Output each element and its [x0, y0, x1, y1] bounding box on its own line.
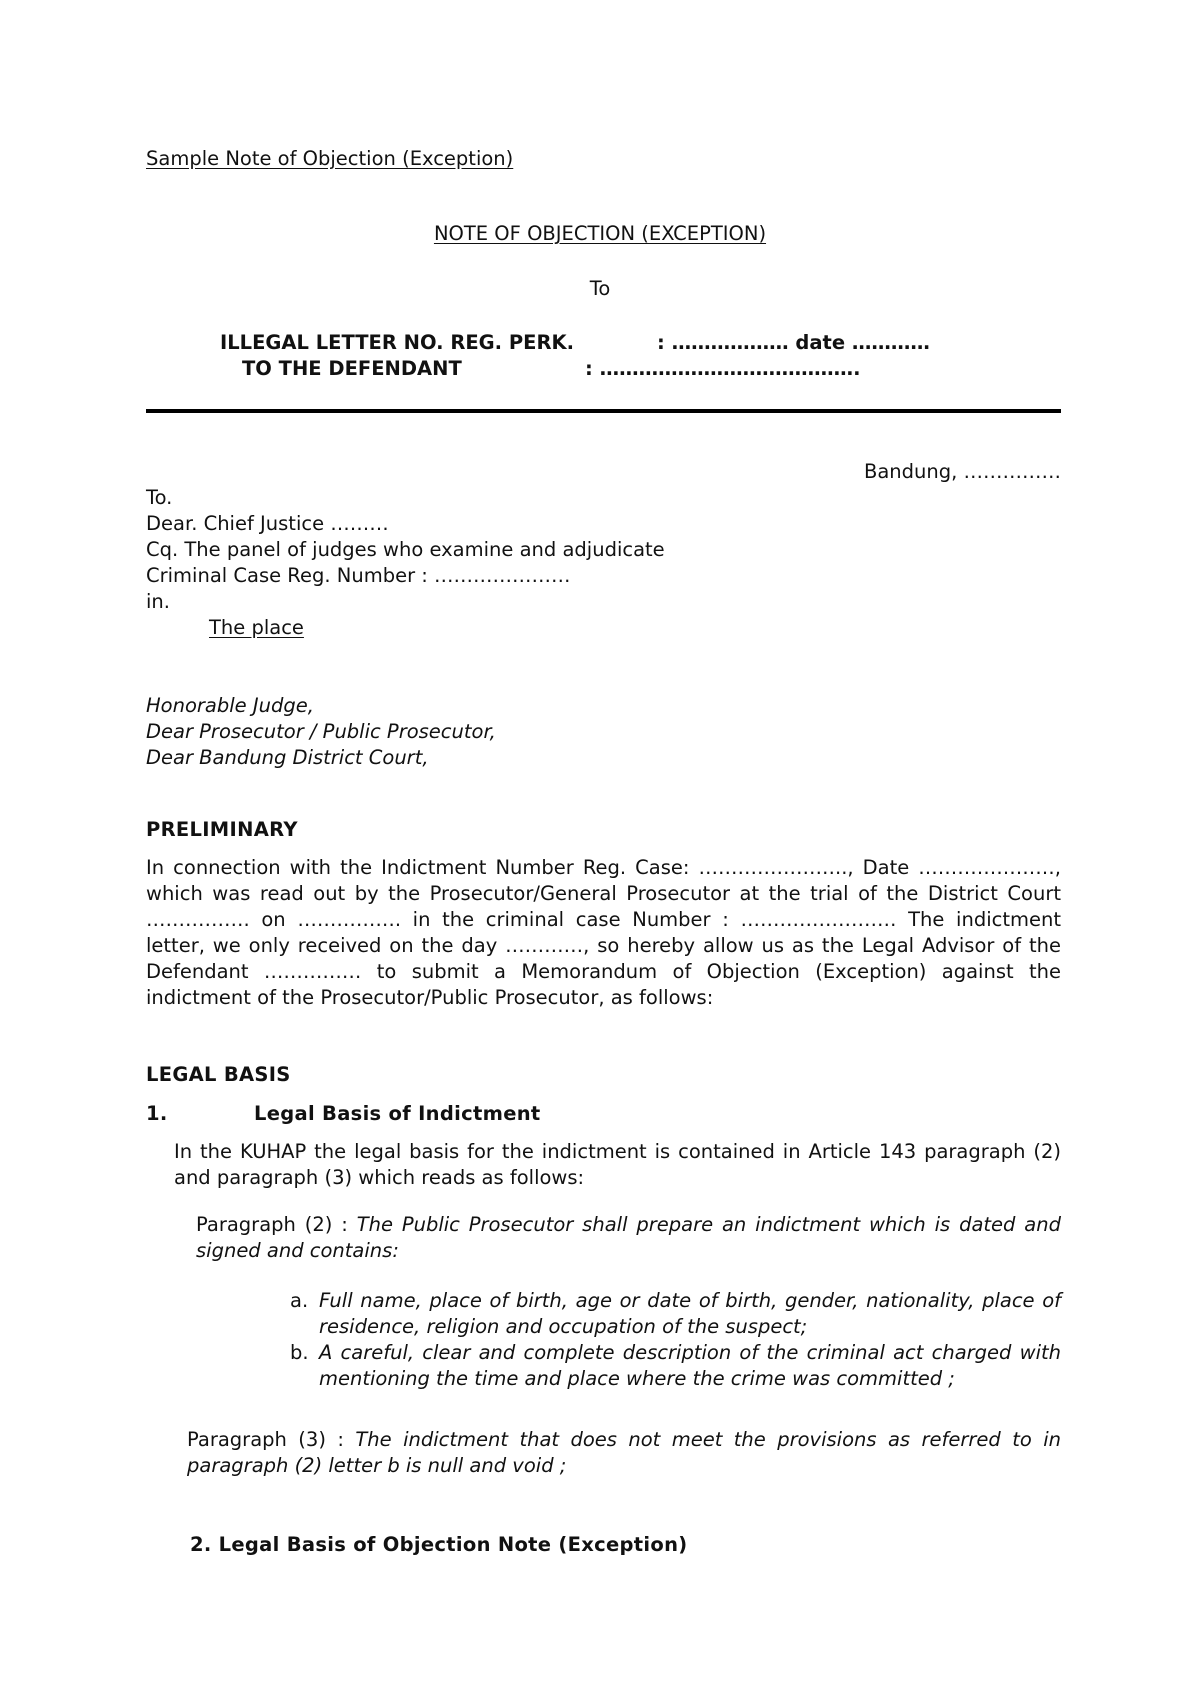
list-item-text: Full name, place of birth, age or date of birth, gender, nationality, place of residence, religion and occupation of the suspect;	[319, 1289, 1061, 1338]
defendant-value: : ………………………………….	[585, 357, 861, 380]
defendant-label: TO THE DEFENDANT	[242, 357, 462, 380]
section1-paragraph: In the KUHAP the legal basis for the indictment is contained in Article 143 paragraph (2) and paragraph (3) which reads as follows:	[174, 1140, 1061, 1189]
preliminary-heading: PRELIMINARY	[146, 818, 298, 841]
illegal-letter-label: ILLEGAL LETTER NO. REG. PERK.	[220, 331, 575, 354]
place-date: Bandung, ……………	[863, 460, 1061, 483]
header-divider	[146, 409, 1061, 413]
address-line: Dear. Chief Justice ………	[146, 512, 389, 535]
address-line: Criminal Case Reg. Number : …………………	[146, 564, 571, 587]
list-marker: a.	[290, 1289, 309, 1312]
main-title: NOTE OF OBJECTION (EXCEPTION)	[433, 222, 767, 245]
paragraph-3-text: The indictment that does not meet the provisions as referred to in paragraph (2) letter b is null and void ;	[187, 1428, 1061, 1477]
paragraph-2-text: The Public Prosecutor shall prepare an indictment which is dated and signed and contains:	[196, 1213, 1061, 1262]
sample-title: Sample Note of Objection (Exception)	[146, 147, 514, 170]
legal-basis-heading: LEGAL BASIS	[146, 1063, 291, 1086]
illegal-letter-value: : ……………… date …………	[657, 331, 930, 354]
list-marker: b.	[290, 1341, 309, 1364]
to-center: To	[589, 277, 611, 300]
section1-title: Legal Basis of Indictment	[254, 1102, 541, 1125]
paragraph-2-label: Paragraph (2) :	[196, 1213, 357, 1236]
the-place: The place	[209, 616, 304, 639]
address-line: To.	[146, 486, 173, 509]
preliminary-paragraph: In connection with the Indictment Number Reg. Case: ………………….., Date …………………, which was read out by the Prosecutor/General Prosecutor at the trial of the District Court ……………. on ……………. in the criminal case Number : …………………… The indictment letter, we only received on the day …………, so hereby allow us as the Legal Advisor of the Defendant …………… to submit a Memorandum of Objection (Exception) against the indictment of the Prosecutor/Public Prosecutor, as follows:	[146, 856, 1061, 1009]
salutation-line: Honorable Judge,	[146, 694, 314, 717]
paragraph-3-block	[187, 1427, 1061, 1479]
paragraph-2-block	[196, 1212, 1061, 1264]
salutation-line: Dear Prosecutor / Public Prosecutor,	[146, 720, 496, 743]
section1-number: 1.	[146, 1102, 168, 1125]
list-item-text: A careful, clear and complete description of the criminal act charged with mentioning the time and place where the crime was committed ;	[319, 1341, 1061, 1390]
salutation-line: Dear Bandung District Court,	[146, 746, 429, 769]
paragraph-3-label: Paragraph (3) :	[187, 1428, 356, 1451]
address-line: Cq. The panel of judges who examine and adjudicate	[146, 538, 665, 561]
section2-title: 2. Legal Basis of Objection Note (Exception)	[190, 1533, 688, 1556]
address-line: in.	[146, 590, 170, 613]
